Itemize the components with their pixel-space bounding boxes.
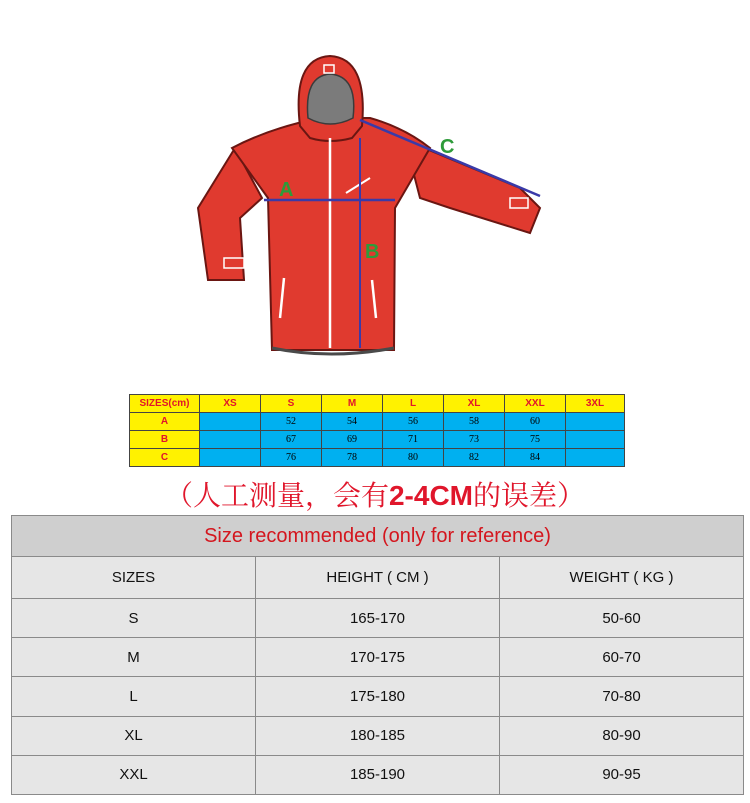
recommend-height-cell: 185-190 (256, 755, 500, 794)
size-chart-header-cell: S (261, 395, 322, 413)
size-chart-header-cell: L (383, 395, 444, 413)
table-row (12, 716, 744, 755)
size-chart-cell: 73 (444, 431, 505, 449)
table-row (12, 755, 744, 794)
size-chart-cell: 75 (505, 431, 566, 449)
hood-opening (307, 74, 353, 124)
label-b: B (365, 241, 380, 263)
size-chart-header-cell: M (322, 395, 383, 413)
recommend-weight-cell: 90-95 (500, 755, 744, 794)
size-chart-header-cell: SIZES(cm) (130, 395, 200, 413)
size-chart-cell: 82 (444, 449, 505, 467)
recommend-header-cell: WEIGHT ( KG ) (500, 557, 744, 599)
jacket-illustration (180, 48, 570, 368)
size-chart-header-cell: XS (200, 395, 261, 413)
size-chart-row-label: A (130, 413, 200, 431)
table-row (12, 599, 744, 638)
note-text-bold: 2-4CM (388, 480, 473, 511)
size-chart-header-row (130, 395, 625, 413)
recommend-size-cell: L (12, 677, 256, 716)
note-text-after: 的误差） (473, 479, 586, 512)
size-chart-cell (200, 413, 261, 431)
jacket-drawing (180, 48, 570, 368)
size-chart-cell: 54 (322, 413, 383, 431)
recommend-height-cell: 165-170 (256, 599, 500, 638)
size-chart-row-label: C (130, 449, 200, 467)
measurement-error-note (0, 474, 750, 514)
size-chart-cell: 84 (505, 449, 566, 467)
size-chart-cell: 58 (444, 413, 505, 431)
recommend-height-cell: 175-180 (256, 677, 500, 716)
size-chart-header-cell: XXL (505, 395, 566, 413)
recommend-weight-cell: 80-90 (500, 716, 744, 755)
recommend-height-cell: 170-175 (256, 638, 500, 677)
table-row (12, 638, 744, 677)
left-cuff-strap (224, 258, 244, 268)
label-c: C (440, 136, 455, 158)
size-chart-cell (566, 449, 625, 467)
recommend-weight-cell: 50-60 (500, 599, 744, 638)
recommend-height-cell: 180-185 (256, 716, 500, 755)
recommend-size-cell: M (12, 638, 256, 677)
recommend-size-cell: S (12, 599, 256, 638)
size-chart-cell: 78 (322, 449, 383, 467)
label-a: A (279, 179, 294, 201)
size-chart-cell (200, 431, 261, 449)
size-chart-row-label: B (130, 431, 200, 449)
size-chart-cell (200, 449, 261, 467)
recommend-size-cell: XXL (12, 755, 256, 794)
size-chart-cell: 80 (383, 449, 444, 467)
recommend-size-cell: XL (12, 716, 256, 755)
size-chart-cell (566, 431, 625, 449)
recommend-header-cell: HEIGHT ( CM ) (256, 557, 500, 599)
note-text-before: （人工测量，会有 (164, 479, 389, 512)
size-chart-row-b (130, 431, 625, 449)
size-chart-row-a (130, 413, 625, 431)
size-chart-header-cell: 3XL (566, 395, 625, 413)
size-chart-row-c (130, 449, 625, 467)
size-chart-cell: 69 (322, 431, 383, 449)
recommend-header-row (12, 557, 744, 599)
size-chart-table (129, 394, 625, 467)
size-recommendation-table (11, 515, 744, 795)
table-row (12, 677, 744, 716)
size-chart-cell (566, 413, 625, 431)
size-chart-cell: 76 (261, 449, 322, 467)
recommend-title: Size recommended (only for reference) (12, 516, 744, 557)
size-chart-cell: 52 (261, 413, 322, 431)
recommend-title-row (12, 516, 744, 557)
right-cuff-strap (510, 198, 528, 208)
recommend-header-cell: SIZES (12, 557, 256, 599)
size-chart-cell: 67 (261, 431, 322, 449)
size-chart-cell: 56 (383, 413, 444, 431)
size-chart-cell: 60 (505, 413, 566, 431)
recommend-weight-cell: 70-80 (500, 677, 744, 716)
size-chart-cell: 71 (383, 431, 444, 449)
size-chart-header-cell: XL (444, 395, 505, 413)
recommend-weight-cell: 60-70 (500, 638, 744, 677)
